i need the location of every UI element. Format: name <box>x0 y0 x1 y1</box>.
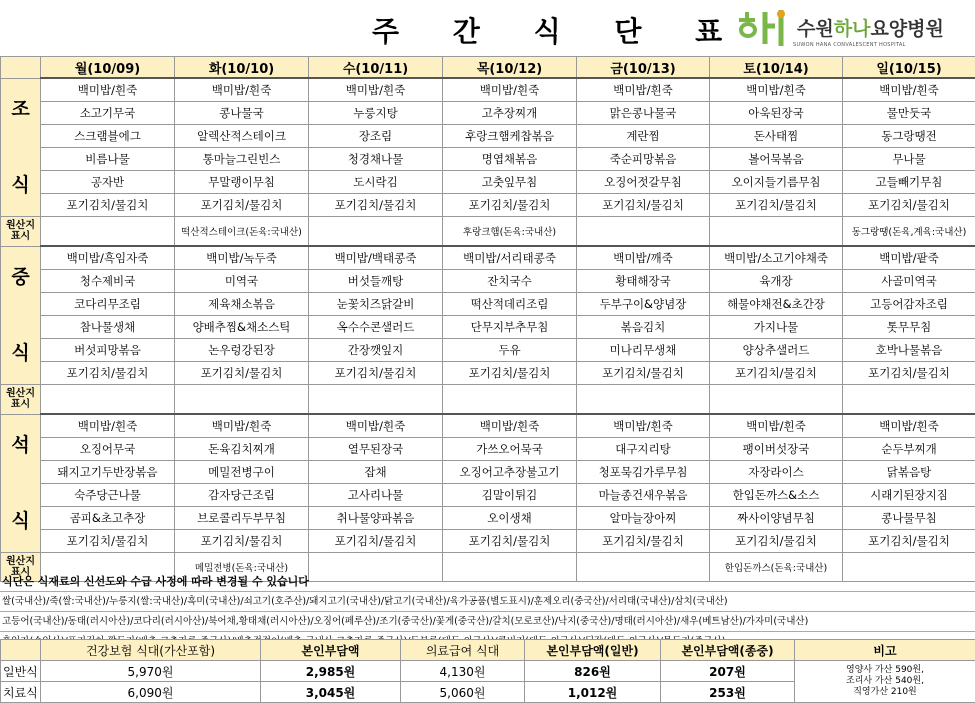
self-pay-severe: 253원 <box>661 682 795 703</box>
day-header: 수(10/11) <box>309 57 443 79</box>
menu-item: 포기김치/물김치 <box>710 362 843 385</box>
menu-item: 가지나물 <box>710 316 843 339</box>
menu-item: 코다리무조림 <box>41 293 175 316</box>
menu-item: 아욱된장국 <box>710 102 843 125</box>
menu-item: 떡산적데리조림 <box>443 293 577 316</box>
menu-item: 비름나물 <box>41 148 175 171</box>
menu-item: 잡채 <box>309 461 443 484</box>
menu-item: 무말랭이무침 <box>175 171 309 194</box>
menu-item: 시래기된장지짐 <box>843 484 975 507</box>
menu-item: 취나물양파볶음 <box>309 507 443 530</box>
menu-item: 백미밥/흰죽 <box>710 78 843 102</box>
menu-item: 돈사태찜 <box>710 125 843 148</box>
menu-item: 포기김치/물김치 <box>41 362 175 385</box>
menu-item: 자장라이스 <box>710 461 843 484</box>
menu-item: 포기김치/물김치 <box>843 362 975 385</box>
meal-label: 중 식 <box>1 246 41 385</box>
origin-label: 원산지 표시 <box>1 553 41 582</box>
self-pay-price: 3,045원 <box>261 682 401 703</box>
menu-item: 돈육김치찌개 <box>175 438 309 461</box>
menu-item: 무나물 <box>843 148 975 171</box>
origin-info <box>843 385 975 415</box>
menu-row <box>1 362 975 385</box>
origin-note-line: 고등어(국내산)/동태(러시아산)/코다리(러시아산)/북어채,황태채(러시아산)/오징어(페루산)/조기(중국산)/꽃게(중국산)/갈치(모로코산)/낙지(중국산)/명태(러시아산)/새우(베트남산)/가자미(국내산) <box>0 612 975 632</box>
menu-item: 백미밥/흑임자죽 <box>41 246 175 270</box>
menu-item: 계란찜 <box>577 125 710 148</box>
menu-row <box>1 194 975 217</box>
origin-info <box>710 217 843 247</box>
menu-item: 백미밥/흰죽 <box>175 414 309 438</box>
day-header-row <box>1 57 975 79</box>
menu-row <box>1 171 975 194</box>
logo-icon <box>735 8 791 56</box>
menu-item: 포기김치/물김치 <box>309 362 443 385</box>
menu-item: 톳무무침 <box>843 316 975 339</box>
menu-item: 해물야채전&초간장 <box>710 293 843 316</box>
menu-item: 공자반 <box>41 171 175 194</box>
self-pay-general: 826원 <box>525 661 661 682</box>
health-insurance-price: 5,970원 <box>41 661 261 682</box>
hospital-name-part3: 요양병원 <box>870 18 943 40</box>
hospital-subtitle: SUWON HANA CONVALESCENT HOSPITAL <box>793 42 906 48</box>
medical-aid-price: 5,060원 <box>401 682 525 703</box>
price-header: 본인부담액(종중) <box>661 640 795 661</box>
menu-item: 포기김치/물김치 <box>577 194 710 217</box>
origin-row <box>1 385 975 415</box>
menu-item: 소고기무국 <box>41 102 175 125</box>
menu-item: 백미밥/흰죽 <box>41 78 175 102</box>
menu-item: 돼지고기두반장볶음 <box>41 461 175 484</box>
self-pay-severe: 207원 <box>661 661 795 682</box>
menu-item: 열무된장국 <box>309 438 443 461</box>
menu-item: 논우렁강된장 <box>175 339 309 362</box>
menu-item: 후랑크햄케찹볶음 <box>443 125 577 148</box>
menu-item: 단무지부추무침 <box>443 316 577 339</box>
menu-item: 양상추샐러드 <box>710 339 843 362</box>
menu-item: 통마늘그린빈스 <box>175 148 309 171</box>
menu-item: 포기김치/물김치 <box>843 194 975 217</box>
menu-row <box>1 530 975 553</box>
price-header: 건강보험 식대(가산포함) <box>41 640 261 661</box>
menu-item: 누룽지탕 <box>309 102 443 125</box>
menu-item: 백미밥/백태콩죽 <box>309 246 443 270</box>
day-header: 일(10/15) <box>843 57 975 79</box>
menu-item: 고사리나물 <box>309 484 443 507</box>
menu-item: 고등어감자조림 <box>843 293 975 316</box>
menu-item: 잔치국수 <box>443 270 577 293</box>
day-header: 월(10/09) <box>41 57 175 79</box>
corner-cell <box>1 57 41 79</box>
price-header <box>1 640 41 661</box>
menu-item: 황태해장국 <box>577 270 710 293</box>
menu-item: 포기김치/물김치 <box>443 530 577 553</box>
menu-item: 청경채나물 <box>309 148 443 171</box>
day-header: 금(10/13) <box>577 57 710 79</box>
menu-item: 고추장찌개 <box>443 102 577 125</box>
menu-item: 장조림 <box>309 125 443 148</box>
meal-label: 조 식 <box>1 78 41 217</box>
menu-item: 버섯피망볶음 <box>41 339 175 362</box>
menu-item: 스크램블에그 <box>41 125 175 148</box>
menu-item: 포기김치/물김치 <box>175 530 309 553</box>
origin-info: 떡산적스테이크(돈육:국내산) <box>175 217 309 247</box>
menu-item: 백미밥/흰죽 <box>443 78 577 102</box>
menu-item: 청수제비국 <box>41 270 175 293</box>
header <box>0 0 975 56</box>
self-pay-price: 2,985원 <box>261 661 401 682</box>
menu-row <box>1 148 975 171</box>
self-pay-general: 1,012원 <box>525 682 661 703</box>
menu-item: 눈꽃치즈닭갈비 <box>309 293 443 316</box>
menu-item: 포기김치/물김치 <box>577 362 710 385</box>
menu-item: 브로콜리두부무침 <box>175 507 309 530</box>
price-remark: 영양사 가산 590원, 조리사 가산 540원, 직영가산 210원 <box>795 661 975 703</box>
hospital-name-part1: 수원 <box>797 18 834 40</box>
price-row <box>1 661 975 682</box>
menu-item: 백미밥/흰죽 <box>41 414 175 438</box>
menu-item: 백미밥/흰죽 <box>843 78 975 102</box>
menu-item: 순두부찌개 <box>843 438 975 461</box>
menu-item: 백미밥/흰죽 <box>309 78 443 102</box>
origin-info <box>309 217 443 247</box>
menu-item: 백미밥/흰죽 <box>443 414 577 438</box>
menu-item: 팽이버섯장국 <box>710 438 843 461</box>
menu-row <box>1 270 975 293</box>
menu-item: 오이생채 <box>443 507 577 530</box>
menu-item: 포기김치/물김치 <box>175 194 309 217</box>
day-header: 화(10/10) <box>175 57 309 79</box>
menu-item: 백미밥/흰죽 <box>843 414 975 438</box>
page-title: 주 간 식 단 표 <box>372 10 744 50</box>
hospital-name-part2: 하나 <box>834 18 871 40</box>
health-insurance-price: 6,090원 <box>41 682 261 703</box>
menu-item: 백미밥/흰죽 <box>577 78 710 102</box>
menu-item: 백미밥/흰죽 <box>577 414 710 438</box>
medical-aid-price: 4,130원 <box>401 661 525 682</box>
menu-item: 호박나물볶음 <box>843 339 975 362</box>
menu-item: 도시락김 <box>309 171 443 194</box>
menu-item: 오징어젓갈무침 <box>577 171 710 194</box>
menu-item: 간장깻잎지 <box>309 339 443 362</box>
menu-item: 가쓰오어묵국 <box>443 438 577 461</box>
menu-row <box>1 461 975 484</box>
menu-item: 명엽채볶음 <box>443 148 577 171</box>
menu-item: 김말이튀김 <box>443 484 577 507</box>
menu-item: 포기김치/물김치 <box>710 530 843 553</box>
origin-info <box>710 385 843 415</box>
meal-price-table <box>0 639 975 703</box>
menu-item: 죽순피망볶음 <box>577 148 710 171</box>
price-row-label: 일반식 <box>1 661 41 682</box>
menu-item: 백미밥/흰죽 <box>175 78 309 102</box>
menu-item: 숙주당근나물 <box>41 484 175 507</box>
price-header: 본인부담액 <box>261 640 401 661</box>
menu-item: 물만둣국 <box>843 102 975 125</box>
meal-label: 석 식 <box>1 414 41 553</box>
menu-row <box>1 414 975 438</box>
menu-item: 포기김치/물김치 <box>443 362 577 385</box>
menu-item: 마늘종건새우볶음 <box>577 484 710 507</box>
origin-info <box>41 217 175 247</box>
menu-item: 미역국 <box>175 270 309 293</box>
day-header: 목(10/12) <box>443 57 577 79</box>
menu-row <box>1 78 975 102</box>
menu-item: 포기김치/물김치 <box>443 194 577 217</box>
menu-item: 알마늘장아찌 <box>577 507 710 530</box>
menu-item: 백미밥/깨죽 <box>577 246 710 270</box>
menu-row <box>1 438 975 461</box>
menu-item: 볶음김치 <box>577 316 710 339</box>
menu-row <box>1 246 975 270</box>
menu-item: 포기김치/물김치 <box>41 530 175 553</box>
origin-info: 후랑크햄(돈육:국내산) <box>443 217 577 247</box>
menu-item: 육개장 <box>710 270 843 293</box>
menu-item: 포기김치/물김치 <box>577 530 710 553</box>
menu-item: 백미밥/소고기야채죽 <box>710 246 843 270</box>
menu-item: 제육채소볶음 <box>175 293 309 316</box>
origin-info: 동그랑땡(돈육,계육:국내산) <box>843 217 975 247</box>
origin-info <box>577 385 710 415</box>
menu-item: 두부구이&양념장 <box>577 293 710 316</box>
origin-note-line: 쌀(국내산)/죽(쌀:국내산)/누룽지(쌀:국내산)/흑미(국내산)/쇠고기(호주산)/돼지고기(국내산)/닭고기(국내산)/육가공품(별도표시)/훈제오리(중국산)/서리태(국내산)/삼치(국내산) <box>0 592 975 612</box>
menu-item: 백미밥/흰죽 <box>309 414 443 438</box>
origin-info <box>175 385 309 415</box>
menu-item: 오이지들기름무침 <box>710 171 843 194</box>
menu-row <box>1 316 975 339</box>
menu-row <box>1 484 975 507</box>
menu-item: 감자당근조림 <box>175 484 309 507</box>
origin-info <box>443 385 577 415</box>
menu-item: 짜사이양념무침 <box>710 507 843 530</box>
price-row-label: 치료식 <box>1 682 41 703</box>
menu-item: 메밀전병구이 <box>175 461 309 484</box>
menu-item: 미나리무생채 <box>577 339 710 362</box>
menu-item: 포기김치/물김치 <box>41 194 175 217</box>
origin-info: 한입돈까스(돈육:국내산) <box>710 553 843 582</box>
price-header-row <box>1 640 975 661</box>
hospital-name <box>797 14 944 41</box>
menu-item: 고춧잎무침 <box>443 171 577 194</box>
menu-item: 곰피&초고추장 <box>41 507 175 530</box>
menu-item: 포기김치/물김치 <box>309 194 443 217</box>
price-header: 비고 <box>795 640 975 661</box>
menu-item: 닭볶음탕 <box>843 461 975 484</box>
origin-label: 원산지 표시 <box>1 385 41 415</box>
menu-item: 오징어무국 <box>41 438 175 461</box>
origin-info: 메밀전병(돈육:국내산) <box>175 553 309 582</box>
change-notice: 식단은 식재료의 신선도와 수급 사정에 따라 변경될 수 있습니다 <box>0 572 975 592</box>
hospital-logo <box>735 6 975 52</box>
menu-item: 양배추찜&채소스틱 <box>175 316 309 339</box>
origin-label: 원산지 표시 <box>1 217 41 247</box>
weekly-menu-table <box>0 56 975 582</box>
price-header: 의료급여 식대 <box>401 640 525 661</box>
menu-item: 두유 <box>443 339 577 362</box>
menu-row <box>1 125 975 148</box>
menu-row <box>1 339 975 362</box>
menu-item: 고들빼기무침 <box>843 171 975 194</box>
menu-item: 동그랑땡전 <box>843 125 975 148</box>
menu-row <box>1 507 975 530</box>
origin-row <box>1 217 975 247</box>
origin-info <box>577 217 710 247</box>
menu-item: 버섯들깨탕 <box>309 270 443 293</box>
menu-item: 백미밥/서리태콩죽 <box>443 246 577 270</box>
menu-item: 알렉산적스테이크 <box>175 125 309 148</box>
menu-item: 한입돈까스&소스 <box>710 484 843 507</box>
menu-item: 포기김치/물김치 <box>309 530 443 553</box>
menu-item: 오징어고추장불고기 <box>443 461 577 484</box>
origin-info <box>309 385 443 415</box>
menu-item: 백미밥/흰죽 <box>710 414 843 438</box>
menu-item: 대구지리탕 <box>577 438 710 461</box>
menu-item: 백미밥/녹두죽 <box>175 246 309 270</box>
menu-item: 옥수수콘샐러드 <box>309 316 443 339</box>
menu-item: 청포묵김가루무침 <box>577 461 710 484</box>
day-header: 토(10/14) <box>710 57 843 79</box>
menu-item: 포기김치/물김치 <box>710 194 843 217</box>
menu-item: 포기김치/물김치 <box>843 530 975 553</box>
menu-row <box>1 102 975 125</box>
menu-row <box>1 293 975 316</box>
menu-item: 포기김치/물김치 <box>175 362 309 385</box>
origin-info <box>41 385 175 415</box>
menu-item: 참나물생채 <box>41 316 175 339</box>
price-header: 본인부담액(일반) <box>525 640 661 661</box>
menu-item: 콩나물국 <box>175 102 309 125</box>
menu-item: 사골미역국 <box>843 270 975 293</box>
menu-item: 볼어묵볶음 <box>710 148 843 171</box>
menu-item: 백미밥/팥죽 <box>843 246 975 270</box>
menu-item: 콩나물무침 <box>843 507 975 530</box>
menu-item: 맑은콩나물국 <box>577 102 710 125</box>
